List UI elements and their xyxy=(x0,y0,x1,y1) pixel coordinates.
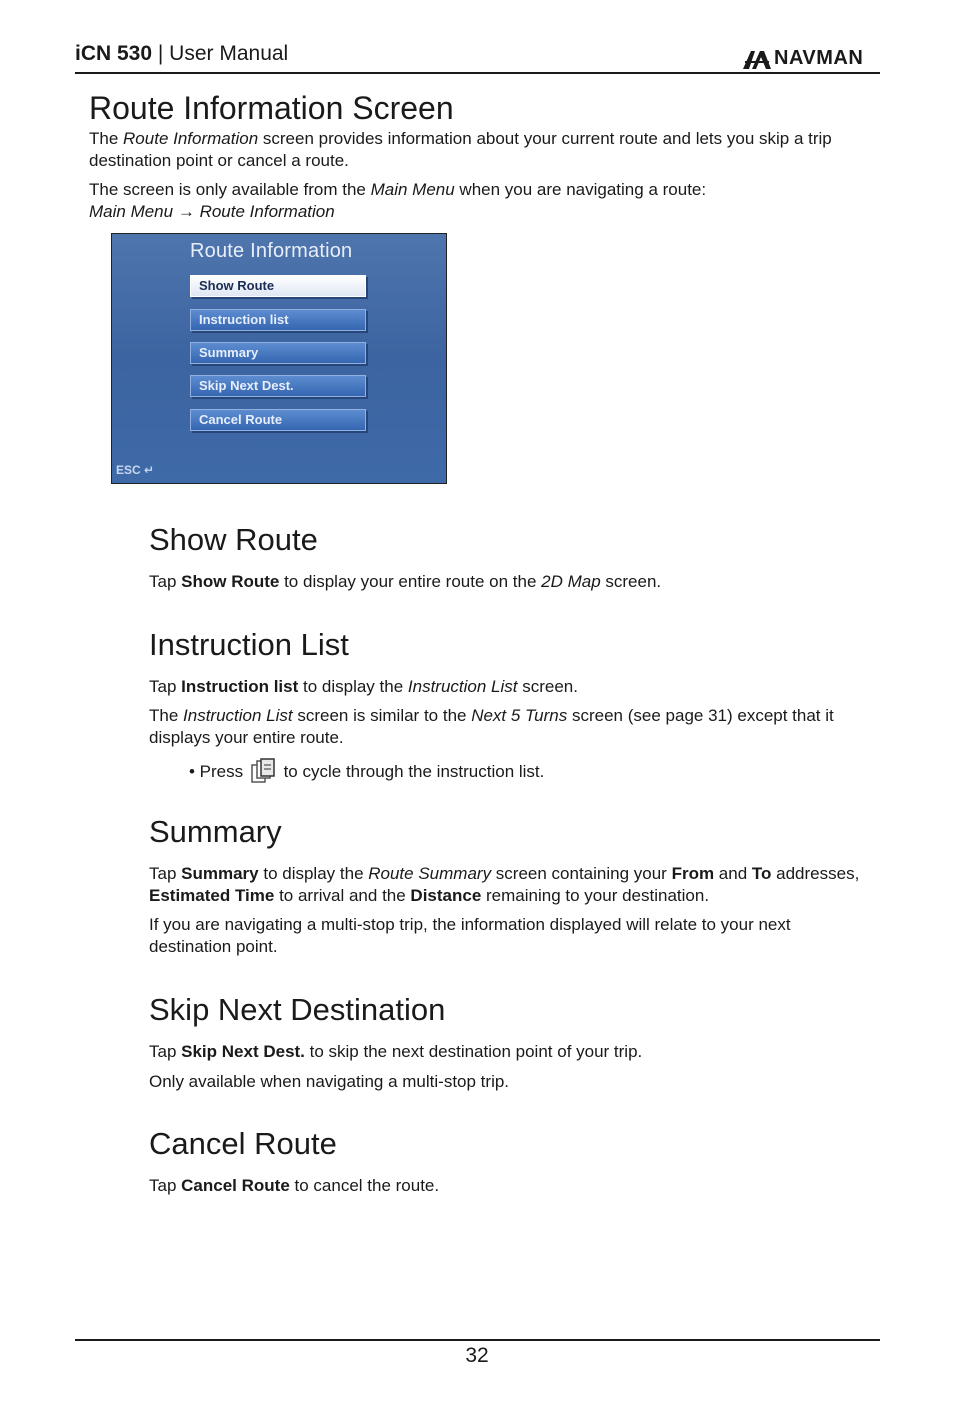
navman-logo-text: NAVMAN xyxy=(774,47,864,69)
footer-rule xyxy=(75,1339,880,1341)
device-esc-button[interactable]: ESC ↵ xyxy=(116,463,155,477)
cancel-route-paragraph: Tap Cancel Route to cancel the route. xyxy=(149,1176,440,1195)
device-instruction-list-button[interactable]: Instruction list xyxy=(190,309,366,331)
intro-paragraph-1: The Route Information screen provides information about your current route and lets you skip a trip destination point or cancel a route. xyxy=(89,129,832,170)
header-rule xyxy=(75,72,880,74)
cancel-route-heading: Cancel Route xyxy=(149,1126,337,1161)
navman-logo-icon xyxy=(742,48,772,70)
intro-paragraph-2: The screen is only available from the Main Menu when you are navigating a route: Main Menu → Route Information xyxy=(89,180,707,221)
show-route-heading: Show Route xyxy=(149,522,318,557)
device-show-route-button[interactable]: Show Route xyxy=(190,275,366,297)
device-summary-button[interactable]: Summary xyxy=(190,342,366,364)
instruction-list-paragraph-1: Tap Instruction list to display the Instruction List screen. xyxy=(149,677,578,696)
skip-paragraph-2: Only available when navigating a multi-stop trip. xyxy=(149,1072,510,1091)
skip-paragraph-1: Tap Skip Next Dest. to skip the next destination point of your trip. xyxy=(149,1042,643,1061)
instruction-list-bullet: • Press to cycle through the instruction list. xyxy=(189,758,544,784)
header-title xyxy=(75,42,288,66)
device-screen-title: Route Information xyxy=(190,240,353,262)
device-cancel-route-button[interactable]: Cancel Route xyxy=(190,409,366,431)
summary-heading: Summary xyxy=(149,814,282,849)
arrow-right-icon: → xyxy=(177,202,195,221)
device-skip-next-dest-button[interactable]: Skip Next Dest. xyxy=(190,375,366,397)
menu-path: Main Menu → Route Information xyxy=(89,202,335,221)
instruction-list-paragraph-2: The Instruction List screen is similar to the Next 5 Turns screen (see page 31) except that it displays your entire route. xyxy=(149,706,834,747)
summary-paragraph-2: If you are navigating a multi-stop trip, the information displayed will relate to your next destination point. xyxy=(149,915,791,956)
cycle-pages-icon xyxy=(250,758,276,784)
show-route-paragraph: Tap Show Route to display your entire route on the 2D Map screen. xyxy=(149,572,662,591)
header-model: iCN 530 xyxy=(75,42,153,65)
header-manual: User Manual xyxy=(169,42,289,65)
skip-next-destination-heading: Skip Next Destination xyxy=(149,992,446,1027)
instruction-list-heading: Instruction List xyxy=(149,627,349,662)
route-information-screenshot xyxy=(111,233,447,484)
page-number: 32 xyxy=(465,1344,489,1367)
navman-logo xyxy=(742,47,880,71)
header-separator: | xyxy=(152,42,170,65)
page-title: Route Information Screen xyxy=(89,90,454,126)
summary-paragraph-1: Tap Summary to display the Route Summary screen containing your From and To addresses, Estimated Time to arrival and the Distance remaining to your destination. xyxy=(149,864,860,905)
